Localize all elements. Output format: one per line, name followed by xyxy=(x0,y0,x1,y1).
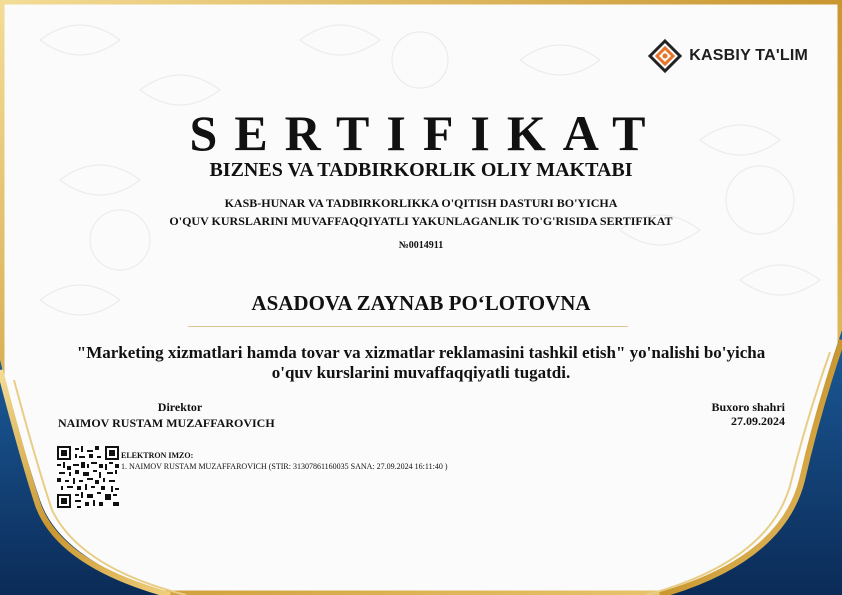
place-date xyxy=(712,400,785,428)
certificate-title: SERTIFIKAT xyxy=(189,105,663,161)
esignature-line: 1. NAIMOV RUSTAM MUZAFFAROVICH (STIR: 31307861160035 SANA: 27.09.2024 16:11:40 ) xyxy=(121,462,448,471)
course-statement xyxy=(30,343,812,383)
description-line-2: O'QUV KURSLARINI MUVAFFAQQIYATLI YAKUNLAGANLIK TO'G'RISIDA SERTIFIKAT xyxy=(169,214,673,228)
certificate-description xyxy=(0,194,842,230)
recipient-name: ASADOVA ZAYNAB PO‘LOTOVNA xyxy=(251,291,591,315)
kasbiy-talim-logo xyxy=(647,38,808,74)
esignature-title: ELEKTRON IMZO: xyxy=(121,451,194,460)
organization-name: BIZNES VA TADBIRKORLIK OLIY MAKTABI xyxy=(209,159,633,181)
kasbiy-talim-logo-icon xyxy=(647,38,683,74)
city: Buxoro shahri xyxy=(711,400,785,414)
course-line-2: o'quv kurslarini muvaffaqqiyatli tugatdi. xyxy=(271,363,571,382)
course-line-1: "Marketing xizmatlari hamda tovar va xizmatlar reklamasini tashkil etish" yo'nalishi bo'yicha xyxy=(76,343,766,362)
logo-text: KASBIY TA'LIM xyxy=(689,47,808,64)
qr-code xyxy=(57,446,119,508)
issue-date: 27.09.2024 xyxy=(731,414,785,428)
description-line-1: KASB-HUNAR VA TADBIRKORLIKKA O'QITISH DASTURI BO'YICHA xyxy=(224,196,618,210)
signatory-title: Direktor xyxy=(157,400,203,414)
certificate-number: №0014911 xyxy=(398,240,444,251)
signatory-name: NAIMOV RUSTAM MUZAFFAROVICH xyxy=(58,416,275,430)
name-divider xyxy=(188,326,628,327)
